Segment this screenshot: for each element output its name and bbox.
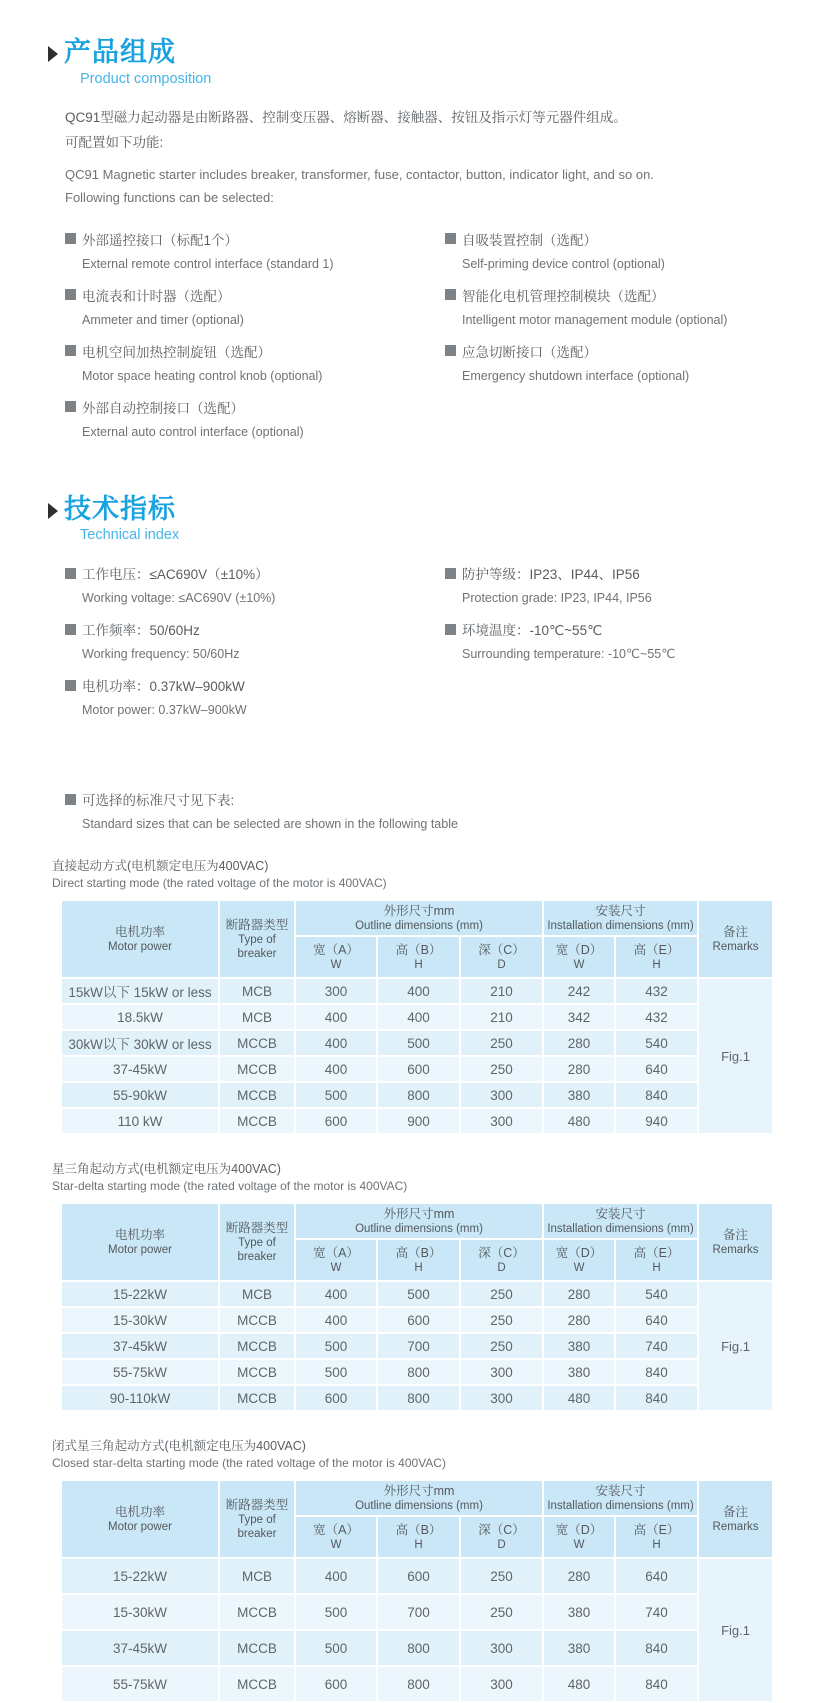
dimension-cell: 280 <box>543 1056 615 1082</box>
feature-item <box>445 341 772 384</box>
spec-item <box>445 619 772 662</box>
spec-item <box>65 619 445 662</box>
table-caption-cn: 直接起动方式(电机额定电压为400VAC) <box>52 859 269 874</box>
section-title-cn: 技术指标 <box>64 493 176 524</box>
dimension-cell: 300 <box>460 1385 543 1411</box>
table-body <box>61 1558 773 1702</box>
spec-label-en: Motor power: 0.37kW–900kW <box>82 703 247 718</box>
breaker-type-cell: MCB <box>219 1558 295 1594</box>
dimension-cell: 600 <box>295 1385 377 1411</box>
dimension-cell: 740 <box>615 1333 698 1359</box>
header-width-a: 宽（A） W <box>295 936 377 978</box>
header-height-b: 高（B） H <box>377 1516 460 1558</box>
header-depth-c: 深（C） D <box>460 1516 543 1558</box>
header-height-e: 高（E） H <box>615 936 698 978</box>
table-row <box>61 1666 773 1702</box>
dimension-cell: 500 <box>295 1594 377 1630</box>
table-row <box>61 1558 773 1594</box>
dimension-cell: 400 <box>295 1030 377 1056</box>
dimension-cell: 640 <box>615 1558 698 1594</box>
motor-power-cell: 18.5kW <box>61 1004 219 1030</box>
dimension-cell: 800 <box>377 1359 460 1385</box>
remark-cell: Fig.1 <box>698 978 773 1134</box>
breaker-type-cell: MCCB <box>219 1082 295 1108</box>
breaker-type-cell: MCCB <box>219 1666 295 1702</box>
dimension-cell: 480 <box>543 1108 615 1134</box>
header-depth-c: 深（C） D <box>460 1239 543 1281</box>
spec-label-en: Working voltage: ≤AC690V (±10%) <box>82 591 276 606</box>
dimension-cell: 242 <box>543 978 615 1004</box>
dimension-cell: 280 <box>543 1558 615 1594</box>
table-row <box>61 1004 773 1030</box>
dimension-cell: 400 <box>295 1558 377 1594</box>
dimension-cell: 250 <box>460 1558 543 1594</box>
header-outline-dimensions: 外形尺寸mm Outline dimensions (mm) <box>295 900 543 936</box>
dimension-cell: 380 <box>543 1359 615 1385</box>
motor-power-cell: 90-110kW <box>61 1385 219 1411</box>
motor-power-cell: 15-30kW <box>61 1594 219 1630</box>
dimension-cell: 250 <box>460 1594 543 1630</box>
feature-label-en: Intelligent motor management module (optional) <box>462 312 728 327</box>
dimension-cell: 480 <box>543 1385 615 1411</box>
spec-label-cn: 工作电压：≤AC690V（±10%） <box>82 567 269 583</box>
dimension-cell: 800 <box>377 1630 460 1666</box>
dimension-cell: 250 <box>460 1056 543 1082</box>
motor-power-cell: 55-75kW <box>61 1359 219 1385</box>
description-cn-2: 可配置如下功能: <box>65 134 164 150</box>
breaker-type-cell: MCB <box>219 978 295 1004</box>
dimension-cell: 300 <box>460 1082 543 1108</box>
dimension-cell: 280 <box>543 1307 615 1333</box>
dimension-cell: 800 <box>377 1385 460 1411</box>
bullet-square-icon <box>65 345 76 356</box>
features-column-left <box>65 229 445 453</box>
dimension-cell: 740 <box>615 1594 698 1630</box>
specs-column-right <box>445 563 772 731</box>
motor-power-cell: 15-30kW <box>61 1307 219 1333</box>
dimension-cell: 400 <box>295 1307 377 1333</box>
header-width-a: 宽（A） W <box>295 1516 377 1558</box>
dimension-cell: 600 <box>377 1307 460 1333</box>
motor-power-cell: 55-90kW <box>61 1082 219 1108</box>
standard-sizes-note <box>65 789 772 832</box>
table-row <box>61 978 773 1004</box>
motor-power-cell: 37-45kW <box>61 1333 219 1359</box>
dimension-cell: 380 <box>543 1082 615 1108</box>
breaker-type-cell: MCCB <box>219 1630 295 1666</box>
spec-label-cn: 环境温度：-10℃~55℃ <box>462 623 603 639</box>
header-height-e: 高（E） H <box>615 1239 698 1281</box>
header-remarks: 备注 Remarks <box>698 1480 773 1558</box>
bullet-square-icon <box>445 289 456 300</box>
table-row <box>61 1108 773 1134</box>
table-row <box>61 1385 773 1411</box>
breaker-type-cell: MCCB <box>219 1056 295 1082</box>
table-header <box>61 900 773 978</box>
feature-label-en: Ammeter and timer (optional) <box>82 312 244 327</box>
motor-power-cell: 37-45kW <box>61 1630 219 1666</box>
feature-label-cn: 应急切断接口（选配） <box>462 344 597 360</box>
description-en: QC91 Magnetic starter includes breaker, transformer, fuse, contactor, button, indicator light, and so on. <box>65 166 654 182</box>
breaker-type-cell: MCB <box>219 1281 295 1307</box>
dimension-cell: 280 <box>543 1030 615 1056</box>
note-cn: 可选择的标准尺寸见下表: <box>82 793 235 809</box>
table-row <box>61 1056 773 1082</box>
header-width-d: 宽（D） W <box>543 1239 615 1281</box>
feature-label-cn: 电机空间加热控制旋钮（选配） <box>82 344 271 360</box>
table-caption-en: Direct starting mode (the rated voltage of the motor is 400VAC) <box>52 876 387 891</box>
table-row <box>61 1030 773 1056</box>
dimension-cell: 500 <box>295 1359 377 1385</box>
spec-label-en: Surrounding temperature: -10℃~55℃ <box>462 647 676 662</box>
dimension-cell: 840 <box>615 1082 698 1108</box>
header-motor-power: 电机功率 Motor power <box>61 900 219 978</box>
specs-list <box>65 563 772 731</box>
spec-item <box>65 675 445 718</box>
features-list <box>65 229 772 453</box>
dimension-cell: 210 <box>460 1004 543 1030</box>
bullet-square-icon <box>65 794 76 805</box>
header-remarks: 备注 Remarks <box>698 900 773 978</box>
dimension-cell: 640 <box>615 1056 698 1082</box>
spec-label-cn: 电机功率：0.37kW–900kW <box>82 679 245 695</box>
dimension-cell: 600 <box>377 1558 460 1594</box>
bullet-square-icon <box>445 233 456 244</box>
dimension-cell: 432 <box>615 978 698 1004</box>
table-row <box>61 1630 773 1666</box>
dimension-cell: 250 <box>460 1030 543 1056</box>
spec-item <box>445 563 772 606</box>
dimension-cell: 500 <box>377 1030 460 1056</box>
header-height-e: 高（E） H <box>615 1516 698 1558</box>
header-breaker-type: 断路器类型 Type of breaker <box>219 1480 295 1558</box>
bullet-square-icon <box>445 568 456 579</box>
table-block-closed-star-delta <box>48 1438 772 1703</box>
header-motor-power: 电机功率 Motor power <box>61 1203 219 1281</box>
dimension-cell: 840 <box>615 1385 698 1411</box>
section-title-wrap <box>64 38 211 87</box>
spec-label-cn: 防护等级：IP23、IP44、IP56 <box>462 567 640 583</box>
table-row <box>61 1307 773 1333</box>
dimension-cell: 480 <box>543 1666 615 1702</box>
bullet-square-icon <box>65 568 76 579</box>
feature-item <box>65 341 445 384</box>
dimension-cell: 500 <box>377 1281 460 1307</box>
feature-item <box>65 229 445 272</box>
header-depth-c: 深（C） D <box>460 936 543 978</box>
table-caption-cn: 星三角起动方式(电机额定电压为400VAC) <box>52 1162 281 1177</box>
dimension-cell: 900 <box>377 1108 460 1134</box>
bullet-square-icon <box>445 345 456 356</box>
feature-label-cn: 电流表和计时器（选配） <box>82 288 231 304</box>
header-height-b: 高（B） H <box>377 1239 460 1281</box>
breaker-type-cell: MCCB <box>219 1333 295 1359</box>
dimension-cell: 300 <box>295 978 377 1004</box>
table-caption-cn: 闭式星三角起动方式(电机额定电压为400VAC) <box>52 1439 306 1454</box>
motor-power-cell: 55-75kW <box>61 1666 219 1702</box>
dimension-cell: 250 <box>460 1307 543 1333</box>
table-row <box>61 1594 773 1630</box>
product-description <box>65 105 772 209</box>
dimensions-table <box>60 1479 774 1703</box>
table-block-star-delta <box>48 1161 772 1412</box>
header-width-a: 宽（A） W <box>295 1239 377 1281</box>
dimension-cell: 800 <box>377 1082 460 1108</box>
feature-label-cn: 智能化电机管理控制模块（选配） <box>462 288 665 304</box>
dimension-cell: 600 <box>377 1056 460 1082</box>
breaker-type-cell: MCB <box>219 1004 295 1030</box>
dimension-cell: 800 <box>377 1666 460 1702</box>
dimension-cell: 300 <box>460 1359 543 1385</box>
section-product-composition-header <box>48 38 772 87</box>
table-row <box>61 1281 773 1307</box>
header-remarks: 备注 Remarks <box>698 1203 773 1281</box>
spec-label-cn: 工作频率：50/60Hz <box>82 623 200 639</box>
section-title-en: Technical index <box>80 527 180 544</box>
dimension-cell: 380 <box>543 1333 615 1359</box>
header-installation-dimensions: 安装尺寸 Installation dimensions (mm) <box>543 900 698 936</box>
description-en-2: Following functions can be selected: <box>65 189 274 205</box>
specs-column-left <box>65 563 445 731</box>
dimension-cell: 700 <box>377 1333 460 1359</box>
remark-cell: Fig.1 <box>698 1281 773 1411</box>
table-row <box>61 1333 773 1359</box>
motor-power-cell: 15-22kW <box>61 1558 219 1594</box>
breaker-type-cell: MCCB <box>219 1359 295 1385</box>
feature-item <box>445 229 772 272</box>
header-height-b: 高（B） H <box>377 936 460 978</box>
spec-label-en: Protection grade: IP23, IP44, IP56 <box>462 591 652 606</box>
header-motor-power: 电机功率 Motor power <box>61 1480 219 1558</box>
header-breaker-type: 断路器类型 Type of breaker <box>219 1203 295 1281</box>
spec-item <box>65 563 445 606</box>
section-title-en: Product composition <box>80 70 212 87</box>
dimension-cell: 300 <box>460 1630 543 1666</box>
dimension-cell: 540 <box>615 1281 698 1307</box>
table-body <box>61 978 773 1134</box>
dimension-cell: 300 <box>460 1108 543 1134</box>
feature-label-en: External auto control interface (optional) <box>82 424 304 439</box>
dimensions-table <box>60 1202 774 1412</box>
header-outline-dimensions: 外形尺寸mm Outline dimensions (mm) <box>295 1480 543 1516</box>
table-caption-en: Closed star-delta starting mode (the rated voltage of the motor is 400VAC) <box>52 1456 446 1471</box>
table-header <box>61 1203 773 1281</box>
triangle-bullet-icon <box>48 503 58 519</box>
dimension-cell: 210 <box>460 978 543 1004</box>
dimension-cell: 500 <box>295 1082 377 1108</box>
dimension-cell: 500 <box>295 1333 377 1359</box>
dimension-cell: 940 <box>615 1108 698 1134</box>
dimension-cell: 600 <box>295 1666 377 1702</box>
header-width-d: 宽（D） W <box>543 1516 615 1558</box>
motor-power-cell: 15-22kW <box>61 1281 219 1307</box>
dimension-cell: 342 <box>543 1004 615 1030</box>
section-technical-index-header <box>48 495 772 544</box>
dimensions-table <box>60 899 774 1135</box>
feature-label-en: Self-priming device control (optional) <box>462 256 665 271</box>
header-installation-dimensions: 安装尺寸 Installation dimensions (mm) <box>543 1480 698 1516</box>
description-cn: QC91型磁力起动器是由断路器、控制变压器、熔断器、接触器、按钮及指示灯等元器件组成。 <box>65 109 627 125</box>
dimension-cell: 600 <box>295 1108 377 1134</box>
dimension-cell: 700 <box>377 1594 460 1630</box>
remark-cell: Fig.1 <box>698 1558 773 1702</box>
feature-label-cn: 自吸装置控制（选配） <box>462 232 597 248</box>
breaker-type-cell: MCCB <box>219 1030 295 1056</box>
dimension-cell: 250 <box>460 1333 543 1359</box>
motor-power-cell: 110 kW <box>61 1108 219 1134</box>
dimension-cell: 250 <box>460 1281 543 1307</box>
feature-label-en: External remote control interface (standard 1) <box>82 256 334 271</box>
dimension-cell: 640 <box>615 1307 698 1333</box>
header-width-d: 宽（D） W <box>543 936 615 978</box>
spec-label-en: Working frequency: 50/60Hz <box>82 647 240 662</box>
dimension-cell: 840 <box>615 1630 698 1666</box>
feature-item <box>65 397 445 440</box>
table-row <box>61 1359 773 1385</box>
dimension-cell: 432 <box>615 1004 698 1030</box>
section-title-wrap <box>64 495 179 544</box>
header-outline-dimensions: 外形尺寸mm Outline dimensions (mm) <box>295 1203 543 1239</box>
table-header <box>61 1480 773 1558</box>
dimension-cell: 400 <box>377 978 460 1004</box>
section-technical-index <box>48 495 772 732</box>
bullet-square-icon <box>65 624 76 635</box>
table-caption-en: Star-delta starting mode (the rated voltage of the motor is 400VAC) <box>52 1179 408 1194</box>
dimension-cell: 300 <box>460 1666 543 1702</box>
dimension-cell: 840 <box>615 1666 698 1702</box>
bullet-square-icon <box>65 289 76 300</box>
feature-item <box>445 285 772 328</box>
breaker-type-cell: MCCB <box>219 1385 295 1411</box>
bullet-square-icon <box>65 401 76 412</box>
triangle-bullet-icon <box>48 46 58 62</box>
dimension-cell: 380 <box>543 1630 615 1666</box>
breaker-type-cell: MCCB <box>219 1307 295 1333</box>
dimension-cell: 400 <box>295 1281 377 1307</box>
feature-item <box>65 285 445 328</box>
dimension-cell: 400 <box>377 1004 460 1030</box>
feature-label-en: Emergency shutdown interface (optional) <box>462 368 690 383</box>
dimension-cell: 400 <box>295 1056 377 1082</box>
bullet-square-icon <box>65 680 76 691</box>
motor-power-cell: 37-45kW <box>61 1056 219 1082</box>
feature-label-cn: 外部自动控制接口（选配） <box>82 400 244 416</box>
motor-power-cell: 30kW以下 30kW or less <box>61 1030 219 1056</box>
dimension-cell: 840 <box>615 1359 698 1385</box>
dimension-cell: 280 <box>543 1281 615 1307</box>
dimension-cell: 500 <box>295 1630 377 1666</box>
bullet-square-icon <box>445 624 456 635</box>
header-breaker-type: 断路器类型 Type of breaker <box>219 900 295 978</box>
dimension-cell: 400 <box>295 1004 377 1030</box>
feature-label-en: Motor space heating control knob (optional) <box>82 368 323 383</box>
dimension-cell: 540 <box>615 1030 698 1056</box>
motor-power-cell: 15kW以下 15kW or less <box>61 978 219 1004</box>
header-installation-dimensions: 安装尺寸 Installation dimensions (mm) <box>543 1203 698 1239</box>
table-row <box>61 1082 773 1108</box>
features-column-right <box>445 229 772 453</box>
note-en: Standard sizes that can be selected are shown in the following table <box>82 817 458 832</box>
breaker-type-cell: MCCB <box>219 1594 295 1630</box>
breaker-type-cell: MCCB <box>219 1108 295 1134</box>
bullet-square-icon <box>65 233 76 244</box>
feature-label-cn: 外部遥控接口（标配1个） <box>82 232 239 248</box>
table-block-direct-starting <box>48 858 772 1135</box>
table-body <box>61 1281 773 1411</box>
section-title-cn: 产品组成 <box>64 37 176 67</box>
dimension-cell: 380 <box>543 1594 615 1630</box>
